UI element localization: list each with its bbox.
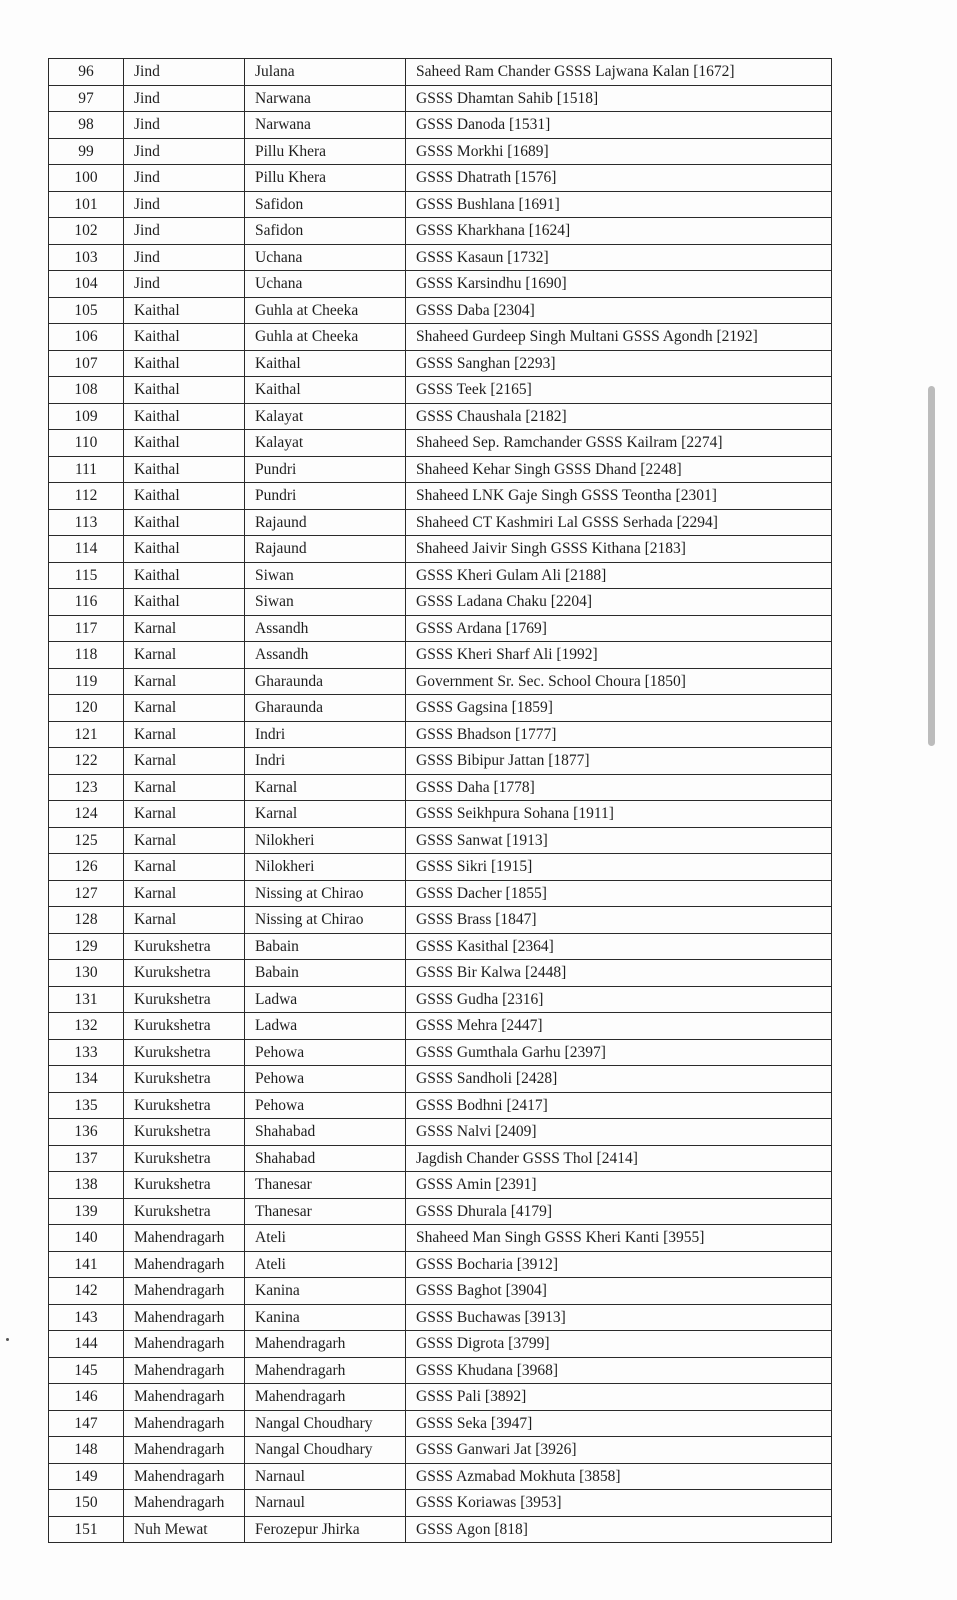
cell-school-name: GSSS Kheri Sharf Ali [1992]	[406, 642, 832, 669]
table-row	[49, 1304, 832, 1331]
cell-district: Kurukshetra	[124, 960, 245, 987]
cell-block: Karnal	[245, 801, 406, 828]
cell-serial-number: 108	[49, 377, 124, 404]
cell-school-name: GSSS Daba [2304]	[406, 297, 832, 324]
cell-school-name: GSSS Kasaun [1732]	[406, 244, 832, 271]
cell-serial-number: 125	[49, 827, 124, 854]
cell-school-name: GSSS Morkhi [1689]	[406, 138, 832, 165]
cell-district: Jind	[124, 85, 245, 112]
cell-district: Nuh Mewat	[124, 1516, 245, 1543]
cell-school-name: GSSS Bir Kalwa [2448]	[406, 960, 832, 987]
cell-block: Pundri	[245, 456, 406, 483]
table-row	[49, 1278, 832, 1305]
cell-school-name: Shaheed Kehar Singh GSSS Dhand [2248]	[406, 456, 832, 483]
table-row	[49, 748, 832, 775]
cell-school-name: GSSS Dhatrath [1576]	[406, 165, 832, 192]
cell-district: Kurukshetra	[124, 1172, 245, 1199]
cell-block: Mahendragarh	[245, 1384, 406, 1411]
cell-district: Karnal	[124, 615, 245, 642]
table-row	[49, 1331, 832, 1358]
cell-school-name: GSSS Seikhpura Sohana [1911]	[406, 801, 832, 828]
cell-school-name: GSSS Teek [2165]	[406, 377, 832, 404]
cell-school-name: Shaheed Man Singh GSSS Kheri Kanti [3955]	[406, 1225, 832, 1252]
cell-block: Kaithal	[245, 377, 406, 404]
cell-school-name: GSSS Koriawas [3953]	[406, 1490, 832, 1517]
cell-serial-number: 119	[49, 668, 124, 695]
table-row	[49, 377, 832, 404]
cell-district: Karnal	[124, 642, 245, 669]
cell-district: Karnal	[124, 854, 245, 881]
cell-block: Kanina	[245, 1278, 406, 1305]
table-row	[49, 244, 832, 271]
cell-district: Kaithal	[124, 562, 245, 589]
cell-serial-number: 133	[49, 1039, 124, 1066]
table-body	[49, 59, 832, 1543]
cell-block: Julana	[245, 59, 406, 86]
cell-district: Karnal	[124, 721, 245, 748]
table-row	[49, 1251, 832, 1278]
table-row	[49, 112, 832, 139]
cell-block: Safidon	[245, 191, 406, 218]
cell-district: Karnal	[124, 907, 245, 934]
cell-school-name: GSSS Sikri [1915]	[406, 854, 832, 881]
cell-block: Assandh	[245, 642, 406, 669]
cell-school-name: GSSS Mehra [2447]	[406, 1013, 832, 1040]
cell-district: Kaithal	[124, 456, 245, 483]
cell-school-name: GSSS Kharkhana [1624]	[406, 218, 832, 245]
cell-district: Jind	[124, 138, 245, 165]
cell-serial-number: 139	[49, 1198, 124, 1225]
cell-block: Ladwa	[245, 1013, 406, 1040]
cell-block: Thanesar	[245, 1198, 406, 1225]
cell-serial-number: 100	[49, 165, 124, 192]
cell-serial-number: 135	[49, 1092, 124, 1119]
cell-block: Ladwa	[245, 986, 406, 1013]
table-row	[49, 668, 832, 695]
cell-block: Narwana	[245, 85, 406, 112]
cell-school-name: GSSS Sandholi [2428]	[406, 1066, 832, 1093]
cell-school-name: Jagdish Chander GSSS Thol [2414]	[406, 1145, 832, 1172]
table-row	[49, 721, 832, 748]
cell-serial-number: 148	[49, 1437, 124, 1464]
cell-serial-number: 114	[49, 536, 124, 563]
cell-district: Kurukshetra	[124, 1066, 245, 1093]
cell-block: Assandh	[245, 615, 406, 642]
cell-school-name: GSSS Ganwari Jat [3926]	[406, 1437, 832, 1464]
table-row	[49, 1357, 832, 1384]
school-list-table-wrapper	[48, 58, 832, 1543]
cell-block: Gharaunda	[245, 695, 406, 722]
cell-school-name: GSSS Seka [3947]	[406, 1410, 832, 1437]
cell-district: Kurukshetra	[124, 1039, 245, 1066]
cell-serial-number: 122	[49, 748, 124, 775]
table-row	[49, 615, 832, 642]
cell-block: Kanina	[245, 1304, 406, 1331]
table-row	[49, 854, 832, 881]
cell-district: Karnal	[124, 695, 245, 722]
cell-school-name: GSSS Dacher [1855]	[406, 880, 832, 907]
table-row	[49, 165, 832, 192]
cell-block: Pundri	[245, 483, 406, 510]
table-row	[49, 138, 832, 165]
cell-block: Nilokheri	[245, 854, 406, 881]
cell-serial-number: 107	[49, 350, 124, 377]
cell-school-name: GSSS Nalvi [2409]	[406, 1119, 832, 1146]
table-row	[49, 1516, 832, 1543]
cell-block: Nangal Choudhary	[245, 1410, 406, 1437]
cell-serial-number: 126	[49, 854, 124, 881]
cell-block: Uchana	[245, 271, 406, 298]
cell-district: Mahendragarh	[124, 1357, 245, 1384]
cell-serial-number: 110	[49, 430, 124, 457]
cell-school-name: GSSS Dhamtan Sahib [1518]	[406, 85, 832, 112]
cell-school-name: GSSS Danoda [1531]	[406, 112, 832, 139]
table-row	[49, 297, 832, 324]
table-row	[49, 1463, 832, 1490]
table-row	[49, 218, 832, 245]
cell-block: Pillu Khera	[245, 138, 406, 165]
cell-school-name: GSSS Chaushala [2182]	[406, 403, 832, 430]
cell-school-name: GSSS Sanghan [2293]	[406, 350, 832, 377]
cell-serial-number: 99	[49, 138, 124, 165]
cell-school-name: GSSS Bibipur Jattan [1877]	[406, 748, 832, 775]
cell-serial-number: 101	[49, 191, 124, 218]
cell-serial-number: 103	[49, 244, 124, 271]
cell-school-name: GSSS Daha [1778]	[406, 774, 832, 801]
cell-district: Mahendragarh	[124, 1331, 245, 1358]
cell-school-name: GSSS Gagsina [1859]	[406, 695, 832, 722]
cell-serial-number: 97	[49, 85, 124, 112]
cell-serial-number: 127	[49, 880, 124, 907]
table-row	[49, 1384, 832, 1411]
cell-district: Mahendragarh	[124, 1278, 245, 1305]
cell-school-name: Shaheed LNK Gaje Singh GSSS Teontha [2301]	[406, 483, 832, 510]
cell-serial-number: 151	[49, 1516, 124, 1543]
cell-block: Indri	[245, 721, 406, 748]
cell-serial-number: 150	[49, 1490, 124, 1517]
cell-school-name: GSSS Ardana [1769]	[406, 615, 832, 642]
cell-school-name: Shaheed Jaivir Singh GSSS Kithana [2183]	[406, 536, 832, 563]
table-row	[49, 324, 832, 351]
cell-school-name: GSSS Dhurala [4179]	[406, 1198, 832, 1225]
table-row	[49, 1172, 832, 1199]
cell-block: Safidon	[245, 218, 406, 245]
table-row	[49, 85, 832, 112]
cell-serial-number: 96	[49, 59, 124, 86]
cell-district: Kaithal	[124, 509, 245, 536]
cell-district: Karnal	[124, 748, 245, 775]
cell-district: Mahendragarh	[124, 1437, 245, 1464]
table-row	[49, 562, 832, 589]
cell-district: Jind	[124, 191, 245, 218]
cell-district: Kaithal	[124, 403, 245, 430]
cell-block: Pehowa	[245, 1039, 406, 1066]
cell-block: Shahabad	[245, 1119, 406, 1146]
cell-serial-number: 121	[49, 721, 124, 748]
cell-district: Jind	[124, 165, 245, 192]
cell-district: Kurukshetra	[124, 1013, 245, 1040]
cell-block: Rajaund	[245, 509, 406, 536]
cell-block: Nilokheri	[245, 827, 406, 854]
cell-serial-number: 144	[49, 1331, 124, 1358]
cell-block: Narwana	[245, 112, 406, 139]
table-row	[49, 350, 832, 377]
cell-serial-number: 140	[49, 1225, 124, 1252]
cell-block: Kalayat	[245, 430, 406, 457]
cell-school-name: GSSS Baghot [3904]	[406, 1278, 832, 1305]
cell-block: Uchana	[245, 244, 406, 271]
cell-school-name: GSSS Azmabad Mokhuta [3858]	[406, 1463, 832, 1490]
table-row	[49, 1145, 832, 1172]
cell-block: Shahabad	[245, 1145, 406, 1172]
cell-district: Mahendragarh	[124, 1463, 245, 1490]
cell-district: Mahendragarh	[124, 1304, 245, 1331]
cell-school-name: GSSS Amin [2391]	[406, 1172, 832, 1199]
cell-school-name: GSSS Kheri Gulam Ali [2188]	[406, 562, 832, 589]
cell-serial-number: 132	[49, 1013, 124, 1040]
cell-block: Gharaunda	[245, 668, 406, 695]
table-row	[49, 589, 832, 616]
table-row	[49, 1225, 832, 1252]
cell-serial-number: 116	[49, 589, 124, 616]
cell-district: Kaithal	[124, 324, 245, 351]
cell-block: Ateli	[245, 1251, 406, 1278]
cell-serial-number: 142	[49, 1278, 124, 1305]
cell-school-name: Saheed Ram Chander GSSS Lajwana Kalan [1672]	[406, 59, 832, 86]
cell-school-name: GSSS Kasithal [2364]	[406, 933, 832, 960]
cell-serial-number: 130	[49, 960, 124, 987]
cell-school-name: GSSS Pali [3892]	[406, 1384, 832, 1411]
cell-school-name: GSSS Brass [1847]	[406, 907, 832, 934]
cell-district: Jind	[124, 271, 245, 298]
table-row	[49, 191, 832, 218]
cell-block: Guhla at Cheeka	[245, 324, 406, 351]
cell-district: Karnal	[124, 801, 245, 828]
cell-district: Kaithal	[124, 297, 245, 324]
cell-serial-number: 118	[49, 642, 124, 669]
cell-block: Narnaul	[245, 1463, 406, 1490]
cell-district: Mahendragarh	[124, 1410, 245, 1437]
cell-school-name: GSSS Gudha [2316]	[406, 986, 832, 1013]
cell-district: Jind	[124, 112, 245, 139]
cell-block: Rajaund	[245, 536, 406, 563]
cell-serial-number: 111	[49, 456, 124, 483]
cell-school-name: Shaheed Sep. Ramchander GSSS Kailram [2274]	[406, 430, 832, 457]
cell-school-name: Shaheed CT Kashmiri Lal GSSS Serhada [2294]	[406, 509, 832, 536]
cell-block: Pehowa	[245, 1092, 406, 1119]
cell-serial-number: 137	[49, 1145, 124, 1172]
cell-serial-number: 120	[49, 695, 124, 722]
cell-serial-number: 129	[49, 933, 124, 960]
table-row	[49, 1198, 832, 1225]
table-row	[49, 960, 832, 987]
cell-block: Nangal Choudhary	[245, 1437, 406, 1464]
table-row	[49, 1490, 832, 1517]
cell-serial-number: 145	[49, 1357, 124, 1384]
cell-block: Siwan	[245, 562, 406, 589]
cell-school-name: Shaheed Gurdeep Singh Multani GSSS Agondh [2192]	[406, 324, 832, 351]
cell-block: Ferozepur Jhirka	[245, 1516, 406, 1543]
cell-school-name: GSSS Digrota [3799]	[406, 1331, 832, 1358]
cell-block: Guhla at Cheeka	[245, 297, 406, 324]
cell-block: Indri	[245, 748, 406, 775]
cell-school-name: GSSS Gumthala Garhu [2397]	[406, 1039, 832, 1066]
cell-block: Pehowa	[245, 1066, 406, 1093]
table-row	[49, 695, 832, 722]
cell-serial-number: 123	[49, 774, 124, 801]
scrollbar-thumb[interactable]	[928, 386, 935, 746]
cell-serial-number: 105	[49, 297, 124, 324]
table-row	[49, 1119, 832, 1146]
cell-serial-number: 143	[49, 1304, 124, 1331]
cell-block: Mahendragarh	[245, 1331, 406, 1358]
cell-serial-number: 115	[49, 562, 124, 589]
cell-school-name: GSSS Khudana [3968]	[406, 1357, 832, 1384]
school-list-table	[48, 58, 832, 1543]
cell-district: Kurukshetra	[124, 1092, 245, 1119]
cell-block: Pillu Khera	[245, 165, 406, 192]
cell-serial-number: 124	[49, 801, 124, 828]
cell-district: Karnal	[124, 668, 245, 695]
cell-block: Thanesar	[245, 1172, 406, 1199]
table-row	[49, 483, 832, 510]
table-row	[49, 1039, 832, 1066]
cell-school-name: GSSS Bhadson [1777]	[406, 721, 832, 748]
cell-school-name: GSSS Agon [818]	[406, 1516, 832, 1543]
cell-district: Karnal	[124, 880, 245, 907]
table-row	[49, 827, 832, 854]
cell-school-name: GSSS Karsindhu [1690]	[406, 271, 832, 298]
table-row	[49, 774, 832, 801]
cell-block: Nissing at Chirao	[245, 880, 406, 907]
cell-serial-number: 98	[49, 112, 124, 139]
cell-district: Kurukshetra	[124, 1198, 245, 1225]
cell-district: Jind	[124, 218, 245, 245]
table-row	[49, 642, 832, 669]
cell-block: Kaithal	[245, 350, 406, 377]
cell-block: Mahendragarh	[245, 1357, 406, 1384]
cell-block: Babain	[245, 933, 406, 960]
cell-serial-number: 112	[49, 483, 124, 510]
table-row	[49, 986, 832, 1013]
cell-district: Jind	[124, 59, 245, 86]
cell-district: Mahendragarh	[124, 1490, 245, 1517]
cell-serial-number: 131	[49, 986, 124, 1013]
margin-dot	[6, 1338, 9, 1341]
cell-school-name: GSSS Sanwat [1913]	[406, 827, 832, 854]
cell-district: Mahendragarh	[124, 1251, 245, 1278]
table-row	[49, 907, 832, 934]
cell-serial-number: 146	[49, 1384, 124, 1411]
table-row	[49, 59, 832, 86]
cell-school-name: GSSS Buchawas [3913]	[406, 1304, 832, 1331]
cell-district: Kaithal	[124, 536, 245, 563]
table-row	[49, 456, 832, 483]
table-row	[49, 430, 832, 457]
cell-serial-number: 128	[49, 907, 124, 934]
cell-serial-number: 102	[49, 218, 124, 245]
cell-district: Kaithal	[124, 377, 245, 404]
cell-serial-number: 147	[49, 1410, 124, 1437]
table-row	[49, 933, 832, 960]
cell-school-name: GSSS Bocharia [3912]	[406, 1251, 832, 1278]
table-row	[49, 1437, 832, 1464]
cell-block: Siwan	[245, 589, 406, 616]
cell-block: Babain	[245, 960, 406, 987]
cell-serial-number: 104	[49, 271, 124, 298]
cell-school-name: GSSS Ladana Chaku [2204]	[406, 589, 832, 616]
table-row	[49, 1066, 832, 1093]
cell-school-name: GSSS Bodhni [2417]	[406, 1092, 832, 1119]
cell-district: Kaithal	[124, 589, 245, 616]
table-row	[49, 509, 832, 536]
cell-district: Kurukshetra	[124, 1119, 245, 1146]
table-row	[49, 880, 832, 907]
cell-serial-number: 113	[49, 509, 124, 536]
cell-serial-number: 138	[49, 1172, 124, 1199]
cell-district: Kurukshetra	[124, 986, 245, 1013]
cell-district: Kaithal	[124, 483, 245, 510]
table-row	[49, 1013, 832, 1040]
cell-district: Karnal	[124, 827, 245, 854]
cell-serial-number: 106	[49, 324, 124, 351]
cell-district: Kaithal	[124, 430, 245, 457]
table-row	[49, 403, 832, 430]
cell-district: Karnal	[124, 774, 245, 801]
cell-serial-number: 136	[49, 1119, 124, 1146]
cell-serial-number: 109	[49, 403, 124, 430]
cell-serial-number: 149	[49, 1463, 124, 1490]
cell-school-name: Government Sr. Sec. School Choura [1850]	[406, 668, 832, 695]
cell-serial-number: 134	[49, 1066, 124, 1093]
table-row	[49, 801, 832, 828]
table-row	[49, 1092, 832, 1119]
cell-serial-number: 141	[49, 1251, 124, 1278]
table-row	[49, 271, 832, 298]
cell-block: Narnaul	[245, 1490, 406, 1517]
cell-serial-number: 117	[49, 615, 124, 642]
cell-district: Mahendragarh	[124, 1384, 245, 1411]
cell-district: Kaithal	[124, 350, 245, 377]
table-row	[49, 536, 832, 563]
cell-district: Kurukshetra	[124, 933, 245, 960]
cell-block: Karnal	[245, 774, 406, 801]
cell-school-name: GSSS Bushlana [1691]	[406, 191, 832, 218]
cell-district: Mahendragarh	[124, 1225, 245, 1252]
cell-district: Jind	[124, 244, 245, 271]
cell-block: Kalayat	[245, 403, 406, 430]
cell-block: Nissing at Chirao	[245, 907, 406, 934]
cell-district: Kurukshetra	[124, 1145, 245, 1172]
cell-block: Ateli	[245, 1225, 406, 1252]
table-row	[49, 1410, 832, 1437]
